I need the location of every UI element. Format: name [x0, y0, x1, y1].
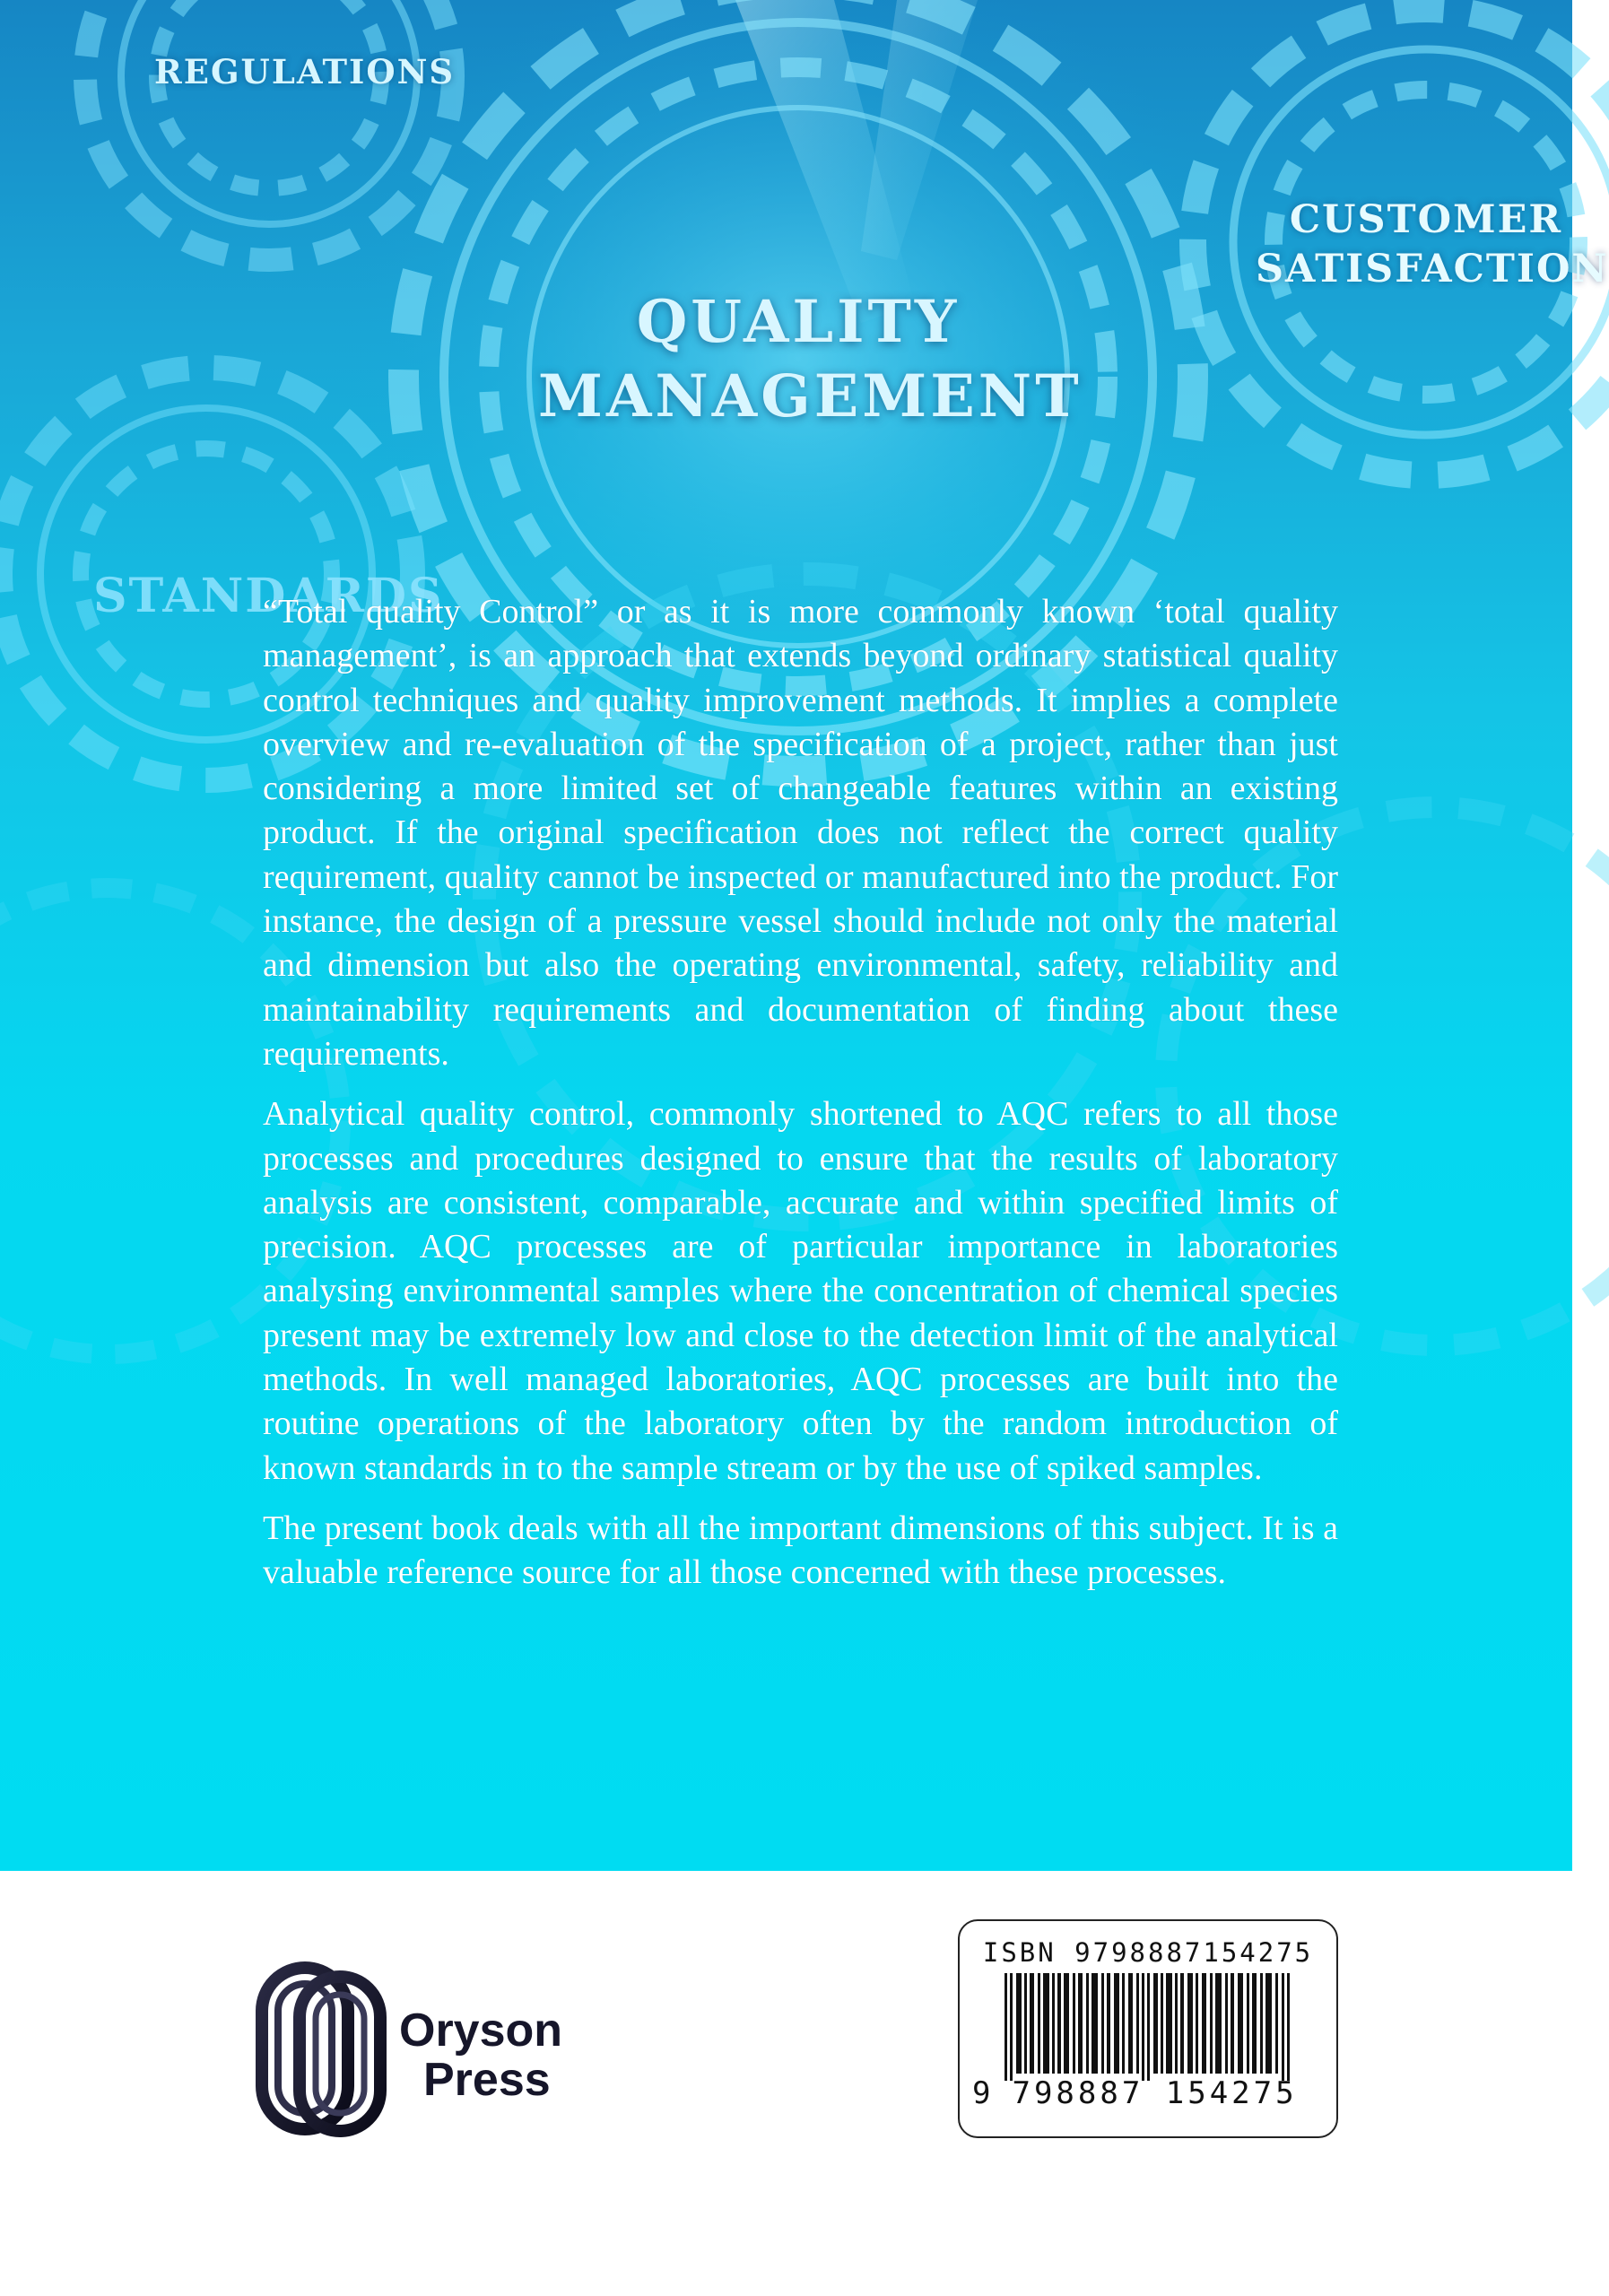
publisher-name-line2: Press — [423, 2054, 551, 2106]
publisher-name-line1: Oryson — [399, 2005, 563, 2057]
customer-satisfaction-label: CUSTOMER SATISFACTION — [1256, 197, 1609, 291]
publisher-logo — [258, 1964, 590, 2144]
blurb-paragraph-1: “Total quality Control” or as it is more commonly known ‘total quality management’, is an approach that extends beyond ordinary statistical quality control techniques and quality improvement methods. It implies a complete overview and re-evaluation of the specification of a project, rather than just considering a more limited set of changeable features within an existing product. If the original specification does not reflect the correct quality requirement, quality cannot be inspected or manufactured into the product. For instance, the design of a pressure vessel should include not only the material and dimension but also the operating environmental, safety, reliability and maintainability requirements and documentation of finding about these requirements. — [263, 593, 1338, 1073]
barcode-digits — [972, 2075, 1298, 2111]
back-cover-blurb — [263, 590, 1338, 1612]
interlocking-loops-logo-icon — [258, 1964, 393, 2144]
standards-label: STANDARDS — [93, 569, 444, 623]
regulations-label: REGULATIONS — [154, 52, 456, 91]
quality-management-label: QUALITY MANAGEMENT — [538, 288, 1083, 430]
isbn-barcode-box — [958, 1919, 1338, 2138]
blurb-paragraph-3: The present book deals with all the important dimensions of this subject. It is a valuable reference source for all those concerned with these processes. — [263, 1509, 1338, 1592]
barcode-icon — [1005, 1973, 1300, 2081]
isbn-label: ISBN 9798887154275 — [982, 1937, 1314, 1968]
barcode-digit-groups: 798887 154275 — [1012, 2075, 1298, 2111]
barcode-first-digit: 9 — [972, 2075, 995, 2111]
blurb-paragraph-2: Analytical quality control, commonly shortened to AQC refers to all those processes and procedures designed to ensure that the results of laboratory analysis are consistent, comparable, accurate and within specified limits of precision. AQC processes are of particular importance in laboratories analysing environmental samples where the concentration of chemical species present may be extremely low and close to the detection limit of the analytical methods. In well managed laboratories, AQC processes are built into the routine operations of the laboratory often by the random introduction of known standards in to the sample stream or by the use of spiked samples. — [263, 1095, 1338, 1487]
